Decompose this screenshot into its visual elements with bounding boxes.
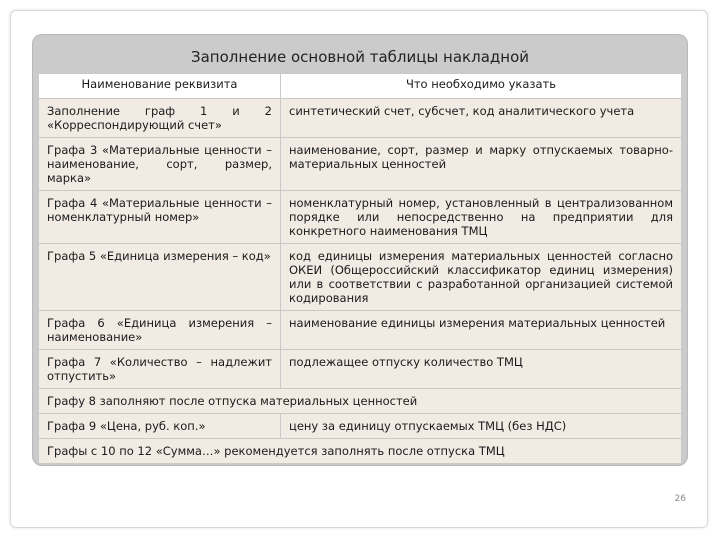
table-row <box>39 244 682 311</box>
value-cell: подлежащее отпуску количество ТМЦ <box>281 350 682 389</box>
note-cell: Графы с 10 по 12 «Сумма…» рекомендуется заполнять после отпуска ТМЦ <box>39 439 682 464</box>
table-row <box>39 138 682 191</box>
value-cell: код единицы измерения материальных ценностей согласно ОКЕИ (Общероссийский классификатор единиц измерения) или в соответствии с разработанной организацией системой кодирования <box>281 244 682 311</box>
value-cell: цену за единицу отпускаемых ТМЦ (без НДС) <box>281 414 682 439</box>
note-cell: Графу 8 заполняют после отпуска материальных ценностей <box>39 389 682 414</box>
header-what-to-specify: Что необходимо указать <box>281 74 682 99</box>
table-row <box>39 414 682 439</box>
table-title: Заполнение основной таблицы накладной <box>191 48 529 66</box>
requisite-cell: Графа 5 «Единица измерения – код» <box>39 244 281 311</box>
value-cell: номенклатурный номер, установленный в централизованном порядке или непосредственно на предприятии для конкретного наименования ТМЦ <box>281 191 682 244</box>
value-cell: синтетический счет, субсчет, код аналитического учета <box>281 99 682 138</box>
requisite-cell: Графа 6 «Единица измерения – наименование» <box>39 311 281 350</box>
table-note-row <box>39 389 682 414</box>
table-row <box>39 311 682 350</box>
table-row <box>39 191 682 244</box>
page-number: 26 <box>674 494 686 504</box>
requisite-cell: Графа 3 «Материальные ценности – наименование, сорт, размер, марка» <box>39 138 281 191</box>
value-cell: наименование единицы измерения материальных ценностей <box>281 311 682 350</box>
table-row <box>39 99 682 138</box>
table-note-row <box>39 439 682 464</box>
value-cell: наименование, сорт, размер и марку отпускаемых товарно-материальных ценностей <box>281 138 682 191</box>
table-header-row <box>39 74 682 99</box>
requisite-cell: Графа 7 «Количество – надлежит отпустить» <box>39 350 281 389</box>
table-row <box>39 350 682 389</box>
requisite-cell: Графа 4 «Материальные ценности – номенклатурный номер» <box>39 191 281 244</box>
requisite-cell: Графа 9 «Цена, руб. коп.» <box>39 414 281 439</box>
requisite-cell: Заполнение граф 1 и 2 «Корреспондирующий счет» <box>39 99 281 138</box>
invoice-table <box>38 73 682 464</box>
header-requisite: Наименование реквизита <box>39 74 281 99</box>
